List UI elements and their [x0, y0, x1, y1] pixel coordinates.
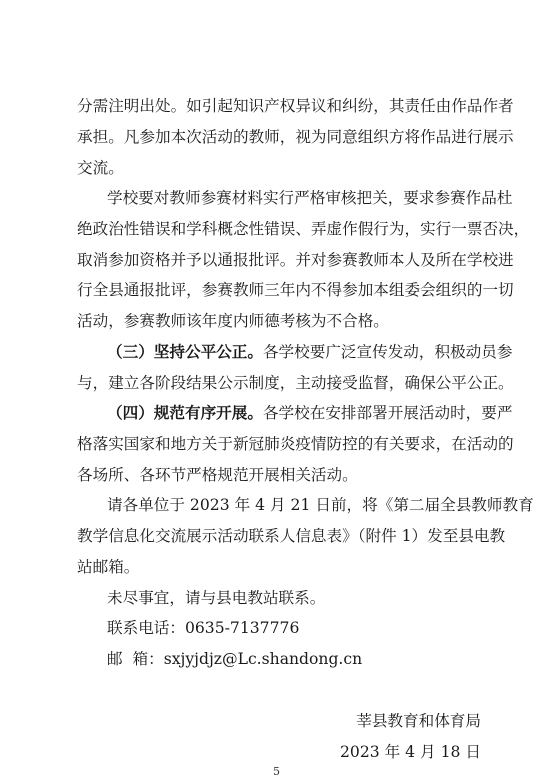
paragraph-line: 绝政治性错误和学科概念性错误、弄虚作假行为，实行一票否决，	[77, 220, 530, 238]
paragraph-line: 取消参加资格并予以通报批评。并对参赛教师本人及所在学校进	[77, 251, 514, 269]
contact-email: 邮 箱：sxjyjdjz@Lc.shandong.cn	[107, 650, 363, 668]
paragraph-line: 行全县通报批评，参赛教师三年内不得参加本组委会组织的一切	[77, 281, 514, 299]
paragraph-line: 交流。	[77, 159, 124, 177]
paragraph-line: 格落实国家和地方关于新冠肺炎疫情防控的有关要求，在活动的	[77, 435, 514, 453]
paragraph-line: 分需注明出处。如引起知识产权异议和纠纷，其责任由作品作者	[77, 97, 514, 115]
issue-date: 2023 年 4 月 18 日	[339, 743, 481, 761]
page-number: 5	[273, 765, 280, 778]
section-heading: （四）规范有序开展。	[107, 403, 263, 422]
paragraph-line: 未尽事宜，请与县电教站联系。	[107, 589, 326, 607]
paragraph-line: 活动，参赛教师该年度内师德考核为不合格。	[77, 312, 389, 330]
section-heading: （三）坚持公平公正。	[107, 342, 263, 361]
paragraph-line: 教学信息化交流展示活动联系人信息表》（附件 1）发至县电教	[77, 527, 506, 545]
paragraph-line	[107, 403, 513, 423]
paragraph-text: 各学校要广泛宣传发动，积极动员参	[262, 343, 513, 361]
paragraph-line: 学校要对教师参赛材料实行严格审核把关，要求参赛作品杜	[107, 189, 513, 207]
paragraph-line: 各场所、各环节严格规范开展相关活动。	[77, 466, 358, 484]
paragraph-line: 与，建立各阶段结果公示制度，主动接受监督，确保公平公正。	[77, 374, 514, 392]
contact-phone: 联系电话：0635-7137776	[107, 619, 300, 637]
paragraph-line: 请各单位于 2023 年 4 月 21 日前，将《第二届全县教师教育	[107, 496, 534, 514]
paragraph-line	[107, 342, 513, 362]
paragraph-text: 各学校在安排部署开展活动时，要严	[262, 404, 513, 422]
issuing-organization: 莘县教育和体育局	[356, 712, 481, 730]
paragraph-line: 承担。凡参加本次活动的教师，视为同意组织方将作品进行展示	[77, 128, 514, 146]
paragraph-line: 站邮箱。	[77, 558, 140, 576]
